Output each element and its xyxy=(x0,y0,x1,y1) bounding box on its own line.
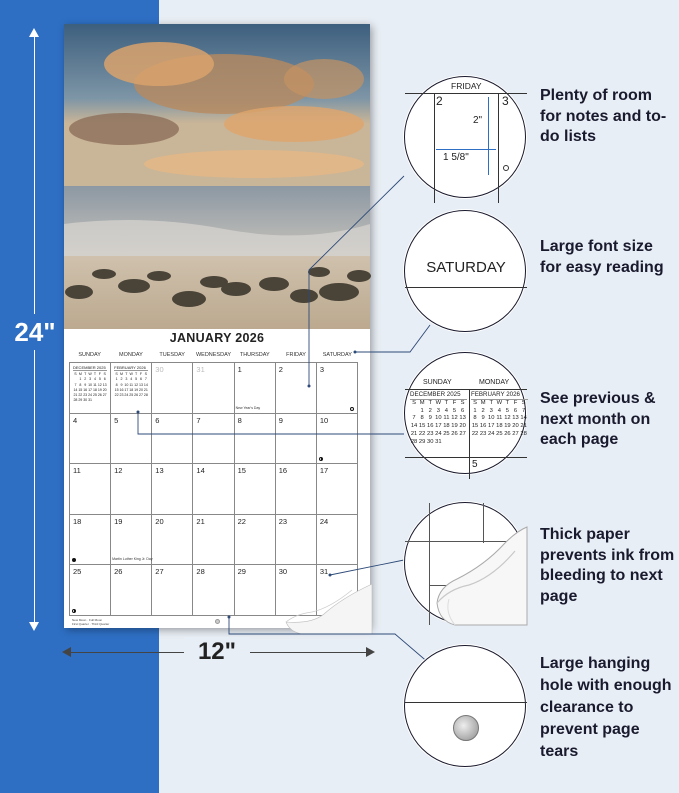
full-moon-icon xyxy=(350,407,354,411)
day-cell: 4 xyxy=(70,414,111,465)
calendar-grid xyxy=(69,362,358,616)
arrow-right-icon xyxy=(366,647,375,657)
day-cell xyxy=(317,363,358,414)
day-cell: 27 xyxy=(152,565,193,616)
day-cell: 12 xyxy=(111,464,152,515)
mini-calendar-days: S M T W T F S 1 2 3 4 5 6 7 8 9 10 11 12 13 14 15 16 17 18 19 20 21 22 23 24 25 26 27 28 xyxy=(114,372,148,398)
day-cell: 22 xyxy=(235,515,276,566)
weekday-header-row xyxy=(69,352,358,362)
day-cell: 8 xyxy=(235,414,276,465)
day-cell: 26 xyxy=(111,565,152,616)
day-cell: 28 xyxy=(193,565,234,616)
day-number: 3 xyxy=(319,365,325,374)
beach-turtles-photo xyxy=(64,24,370,329)
day-cell: 29 xyxy=(235,565,276,616)
day-cell: 31 xyxy=(317,565,358,616)
day-cell: 30 xyxy=(152,363,193,414)
day-cell: 2 xyxy=(276,363,317,414)
day-cell: 20 xyxy=(152,515,193,566)
width-label: 12" xyxy=(184,637,250,667)
day-cell: 17 xyxy=(317,464,358,515)
day-cell: 14 xyxy=(193,464,234,515)
day-cell: 15 xyxy=(235,464,276,515)
zoom-weekday-label: SUNDAY xyxy=(423,379,452,386)
day-cell-mlk xyxy=(111,515,152,566)
hanging-hole xyxy=(215,619,220,624)
zoom-day-label: FRIDAY xyxy=(451,81,482,91)
width-measure-line xyxy=(436,149,496,150)
weekday-label: WEDNESDAY xyxy=(195,352,231,358)
mini-calendar-days: S M T W T F S 1 2 3 4 5 6 7 8 9 10 11 12 13 14 15 16 17 18 19 20 21 22 23 24 25 26 27 28 29 30 31 xyxy=(410,399,466,445)
weekday-label: SUNDAY xyxy=(78,352,101,358)
feature-hole-text: Large hanging hole with enough clearance to prevent page tears xyxy=(540,655,672,760)
day-cell: 6 xyxy=(152,414,193,465)
page-curl-closeup xyxy=(405,503,527,625)
feature-paper-text: Thick paper prevents ink from bleeding to next page xyxy=(540,526,675,605)
day-cell: 24 xyxy=(317,515,358,566)
quarter-moon-icon xyxy=(319,457,323,461)
zoom-prev-month xyxy=(410,391,467,447)
grid-rule xyxy=(434,93,435,203)
zoom-large-font xyxy=(404,210,526,332)
weekday-label: TUESDAY xyxy=(159,352,185,358)
cell-height-label: 2" xyxy=(473,115,483,126)
new-moon-icon xyxy=(72,558,76,562)
day-number: 18 xyxy=(73,516,82,526)
feature-notes-text: Plenty of room for notes and to-do lists xyxy=(540,87,667,145)
grid-rule xyxy=(469,389,470,479)
day-cell xyxy=(70,515,111,566)
day-cell: 7 xyxy=(193,414,234,465)
zoom-hanging-hole xyxy=(404,645,526,767)
mini-calendar-title: FEBRUARY 2026 xyxy=(471,391,528,400)
weekday-label: FRIDAY xyxy=(286,352,306,358)
moon-legend xyxy=(72,618,109,626)
feature-months-text: See previous & next month on each page xyxy=(540,390,656,448)
holiday-note: New Year's Day xyxy=(235,405,261,410)
day-number: 25 xyxy=(73,567,82,577)
day-number: 1 xyxy=(237,365,242,374)
mini-calendar-title: DECEMBER 2025 xyxy=(73,365,106,370)
day-cell: 21 xyxy=(193,515,234,566)
mini-calendar-title: FEBRUARY 2026 xyxy=(114,365,148,371)
wall-calendar xyxy=(64,24,370,628)
page-curl xyxy=(282,584,372,634)
grid-rule xyxy=(405,287,527,288)
legend-item: New Moon · Full Moon xyxy=(72,618,103,622)
day-number: 19 xyxy=(114,516,123,526)
day-cell: 23 xyxy=(276,515,317,566)
moon-icon xyxy=(503,165,509,171)
day-cell: 13 xyxy=(152,464,193,515)
calendar-month-title: JANUARY 2026 xyxy=(169,331,265,345)
legend-item: First Quarter · Third Quarter xyxy=(72,622,110,626)
mini-calendar-title: DECEMBER 2025 xyxy=(410,391,467,400)
grid-rule xyxy=(405,702,527,703)
arrow-down-icon xyxy=(29,622,39,631)
holiday-note: Martin Luther King Jr. Day xyxy=(112,557,153,562)
zoom-day-number: 3 xyxy=(502,94,509,108)
day-cell: 5 xyxy=(111,414,152,465)
arrow-up-icon xyxy=(29,28,39,37)
height-measure-line xyxy=(488,97,489,175)
day-cell: 11 xyxy=(70,464,111,515)
day-cell: 16 xyxy=(276,464,317,515)
hanging-hole-closeup xyxy=(453,715,479,741)
day-cell xyxy=(70,565,111,616)
grid-rule xyxy=(405,457,527,458)
weekday-label: THURSDAY xyxy=(239,352,270,358)
height-label: 24" xyxy=(2,314,68,350)
zoom-thick-paper xyxy=(404,502,526,624)
mini-calendar-days: S M T W T F S 1 2 3 4 5 6 7 8 9 10 11 12 13 14 15 16 17 18 19 20 21 22 23 24 25 26 27 28 29 30 31 xyxy=(73,372,107,403)
zoom-weekday-label: MONDAY xyxy=(479,379,510,386)
day-cell: 9 xyxy=(276,414,317,465)
grid-rule xyxy=(405,389,527,390)
quarter-moon-icon xyxy=(72,609,76,613)
zoom-mini-months xyxy=(404,352,526,474)
zoom-saturday-label: SATURDAY xyxy=(426,259,506,276)
feature-font-text: Large font size for easy reading xyxy=(540,238,664,276)
weekday-label: MONDAY xyxy=(119,352,143,358)
zoom-day-number: 5 xyxy=(472,459,478,470)
zoom-notes-space xyxy=(404,76,526,198)
zoom-next-month xyxy=(471,391,528,439)
day-cell: 30 xyxy=(276,565,317,616)
day-number: 10 xyxy=(319,415,329,425)
zoom-day-number: 2 xyxy=(436,94,443,108)
weekday-label: SATURDAY xyxy=(322,352,352,358)
day-cell: 31 xyxy=(193,363,234,414)
day-cell xyxy=(317,414,358,465)
mini-calendar-days: S M T W T F S 1 2 3 4 5 6 7 8 9 10 11 12 13 14 15 16 17 18 19 20 21 22 23 24 25 26 27 28 xyxy=(471,399,527,437)
grid-rule xyxy=(498,93,499,203)
prev-month-mini-calendar xyxy=(70,363,111,414)
arrow-left-icon xyxy=(62,647,71,657)
day-cell-new-years xyxy=(235,363,276,414)
next-month-mini-calendar xyxy=(111,363,152,414)
cell-width-label: 1 5/8" xyxy=(443,152,469,163)
